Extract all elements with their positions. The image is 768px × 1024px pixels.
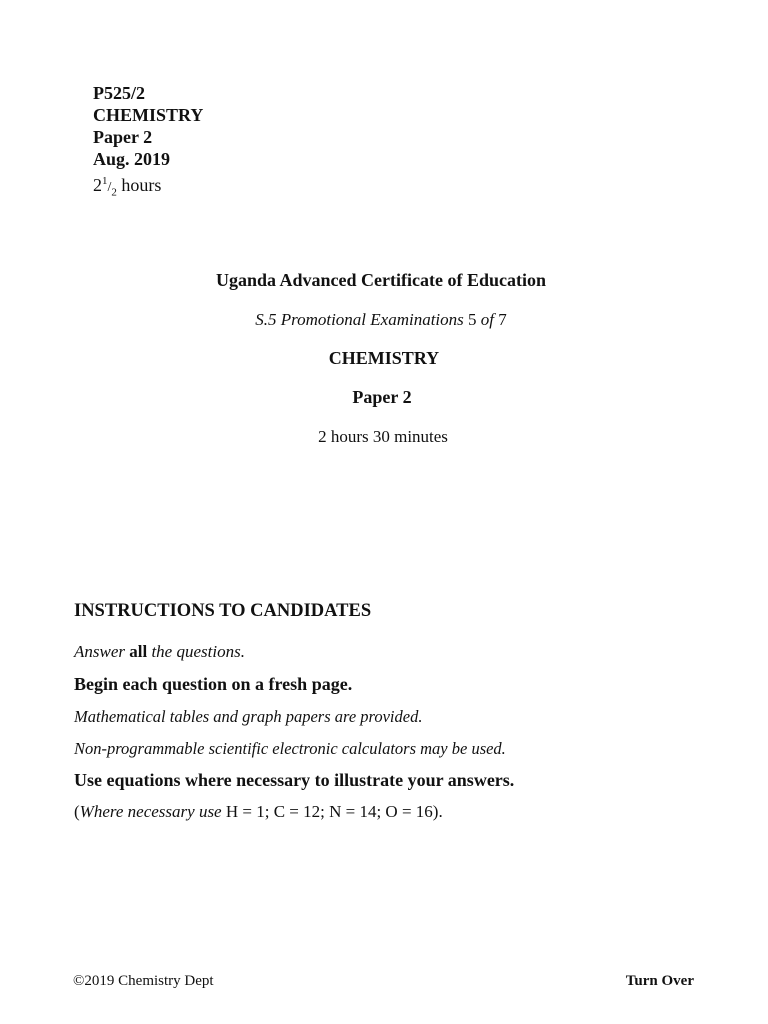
exam-total: 7 bbox=[498, 310, 507, 329]
paper-number: Paper 2 bbox=[93, 127, 153, 147]
center-subject: CHEMISTRY bbox=[328, 348, 440, 368]
instruction-answer-a: Answer bbox=[74, 642, 125, 661]
subject-name: CHEMISTRY bbox=[93, 105, 204, 125]
instruction-answer-b: all bbox=[129, 642, 148, 661]
instruction-fresh-page: Begin each question on a fresh page. bbox=[74, 674, 353, 694]
exam-header bbox=[93, 82, 203, 204]
instruction-answer-all bbox=[74, 642, 245, 662]
instruction-answer-c: the questions. bbox=[151, 642, 245, 661]
duration-unit: hours bbox=[121, 175, 162, 195]
footer-copyright bbox=[73, 973, 214, 990]
exam-name-italic: S.5 Promotional Examinations bbox=[255, 310, 464, 329]
atomic-masses-label: Where necessary use bbox=[79, 802, 222, 821]
exam-date: Aug. 2019 bbox=[93, 149, 171, 169]
duration-whole: 2 bbox=[93, 175, 102, 195]
center-time: 2 hours 30 minutes bbox=[318, 427, 448, 446]
center-paper: Paper 2 bbox=[352, 387, 412, 407]
instruction-atomic-masses bbox=[74, 802, 443, 822]
turn-over: Turn Over bbox=[625, 973, 694, 989]
exam-of: of bbox=[480, 310, 495, 329]
instruction-calculators: Non-programmable scientific electronic calculators may be used. bbox=[74, 739, 506, 758]
duration-fraction-den: 2 bbox=[111, 186, 117, 199]
exam-name bbox=[0, 310, 765, 330]
instructions-heading: INSTRUCTIONS TO CANDIDATES bbox=[74, 601, 372, 621]
exam-duration: $2^1/_2$ hours bbox=[93, 175, 162, 199]
atomic-masses-open: ( bbox=[74, 802, 80, 821]
atomic-masses-values: H = 1; C = 12; N = 14; O = 16). bbox=[225, 802, 443, 821]
instruction-tables: Mathematical tables and graph papers are provided. bbox=[74, 707, 423, 726]
exam-number: 5 bbox=[468, 310, 477, 329]
copyright-symbol: © bbox=[73, 973, 85, 989]
board-title: Uganda Advanced Certificate of Education bbox=[216, 270, 546, 290]
paper-code: P525/2 bbox=[93, 83, 145, 103]
instruction-equations: Use equations where necessary to illustrate your answers. bbox=[74, 770, 515, 790]
duration-fraction-num: 1 bbox=[102, 175, 108, 187]
copyright-text: 2019 Chemistry Dept bbox=[84, 973, 214, 989]
